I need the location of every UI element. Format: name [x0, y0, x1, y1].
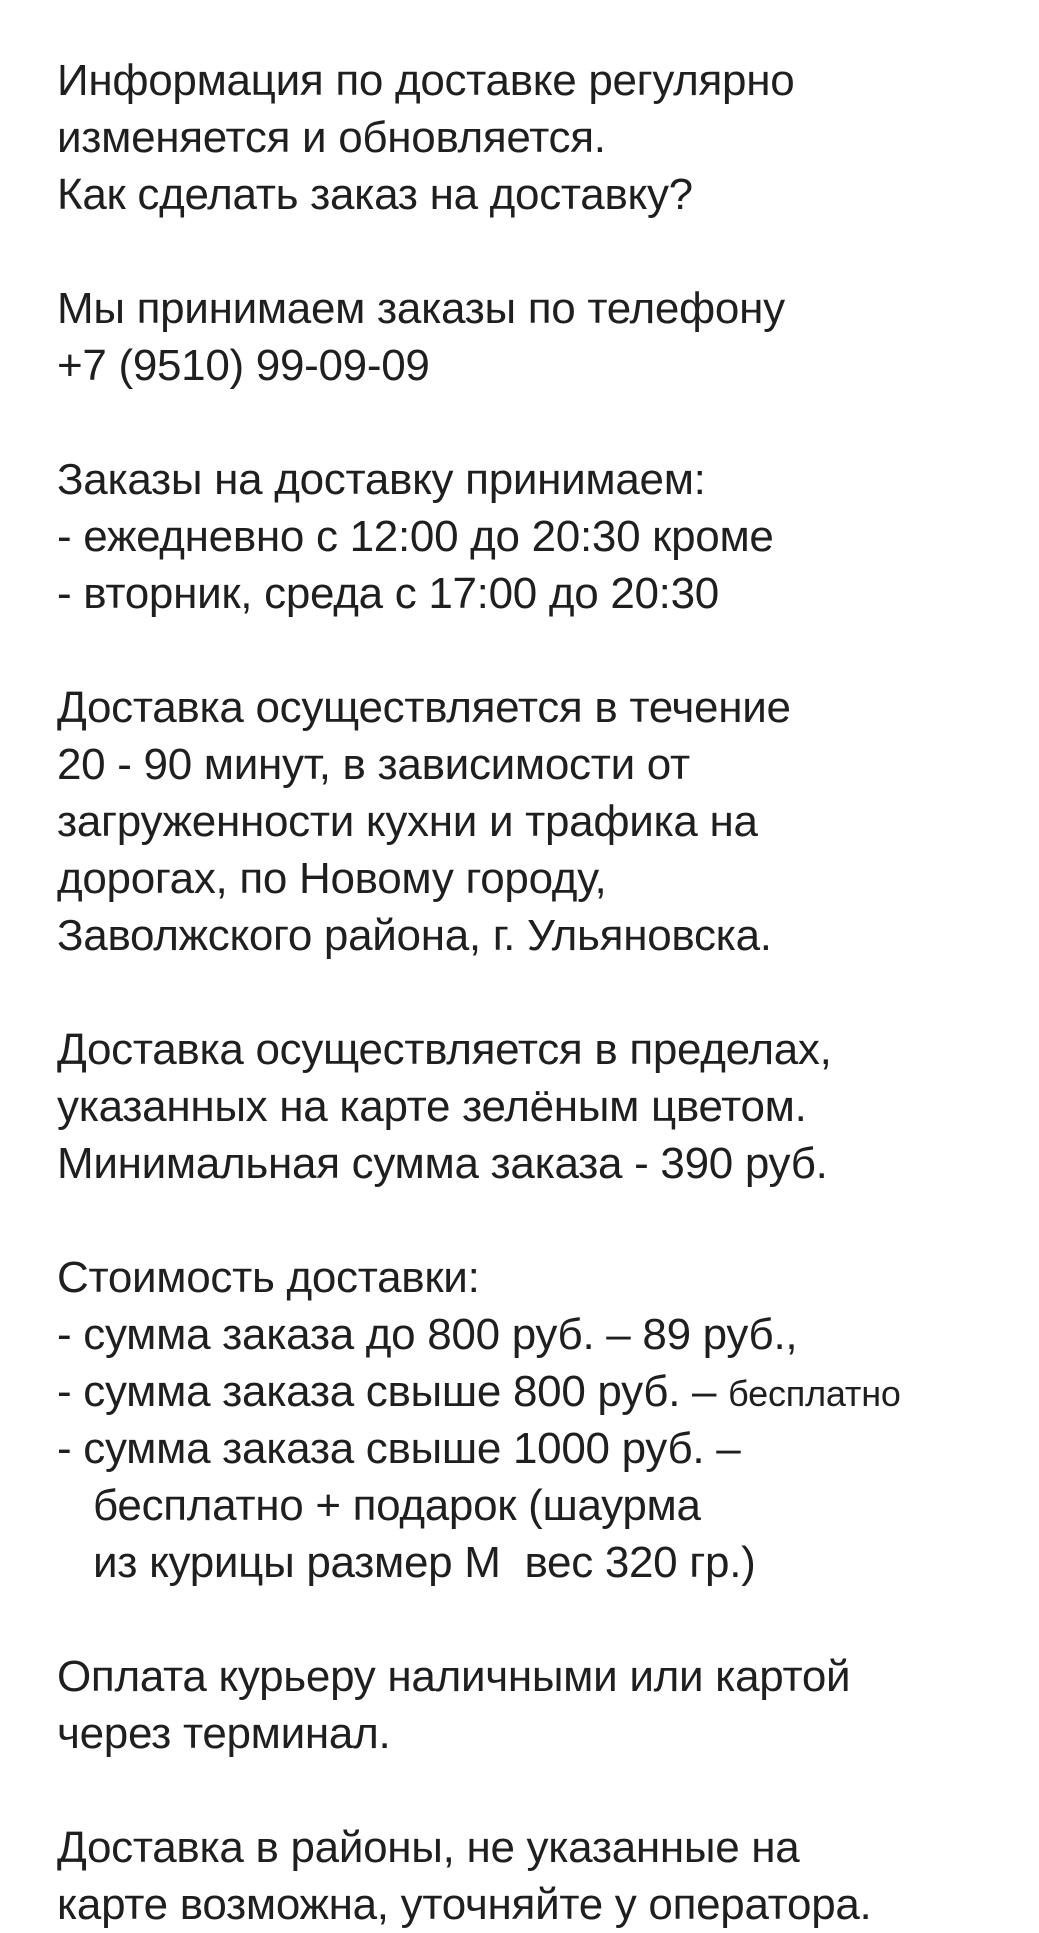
- cost-item-continuation: из курицы размер М вес 320 гр.): [93, 1538, 756, 1587]
- spacer: [57, 964, 1032, 1021]
- payment-line: через терминал.: [57, 1709, 391, 1758]
- spacer: [57, 622, 1032, 679]
- order-question: Как сделать заказ на доставку?: [57, 170, 693, 219]
- delivery-time-line: дорогах, по Новому городу,: [57, 854, 607, 903]
- delivery-info-document: [57, 52, 1032, 1933]
- min-order-line: Минимальная сумма заказа - 390 руб.: [57, 1139, 828, 1188]
- phone-number: +7 (9510) 99-09-09: [57, 341, 430, 390]
- schedule-heading: Заказы на доставку принимаем:: [57, 455, 706, 504]
- cost-item: [57, 1363, 1032, 1420]
- spacer: [57, 394, 1032, 451]
- spacer: [57, 1591, 1032, 1648]
- cost-item: - сумма заказа свыше 1000 руб. –: [57, 1424, 741, 1473]
- spacer: [57, 1762, 1032, 1819]
- cost-item-text: - сумма заказа свыше 800 руб. –: [57, 1367, 729, 1416]
- other-areas-line: карте возможна, уточняйте у оператора.: [57, 1880, 872, 1929]
- delivery-time-line: Доставка осуществляется в течение: [57, 683, 791, 732]
- schedule-item: - ежедневно с 12:00 до 20:30 кроме: [57, 512, 774, 561]
- spacer: [57, 1192, 1032, 1249]
- cost-item-continuation: бесплатно + подарок (шаурма: [93, 1481, 701, 1530]
- intro-line-2: изменяется и обновляется.: [57, 113, 606, 162]
- zone-line: указанных на карте зелёным цветом.: [57, 1082, 807, 1131]
- cost-item: - сумма заказа до 800 руб. – 89 руб.,: [57, 1310, 798, 1359]
- intro-line-1: Информация по доставке регулярно: [57, 56, 795, 105]
- schedule-item: - вторник, среда с 17:00 до 20:30: [57, 569, 719, 618]
- delivery-time-line: 20 - 90 минут, в зависимости от: [57, 740, 690, 789]
- cost-item-free: бесплатно: [728, 1373, 901, 1414]
- phone-label: Мы принимаем заказы по телефону: [57, 284, 785, 333]
- other-areas-line: Доставка в районы, не указанные на: [57, 1823, 800, 1872]
- payment-line: Оплата курьеру наличными или картой: [57, 1652, 851, 1701]
- cost-heading: Стоимость доставки:: [57, 1253, 480, 1302]
- zone-line: Доставка осуществляется в пределах,: [57, 1025, 832, 1074]
- spacer: [57, 223, 1032, 280]
- delivery-time-line: Заволжского района, г. Ульяновска.: [57, 911, 772, 960]
- delivery-time-line: загруженности кухни и трафика на: [57, 797, 758, 846]
